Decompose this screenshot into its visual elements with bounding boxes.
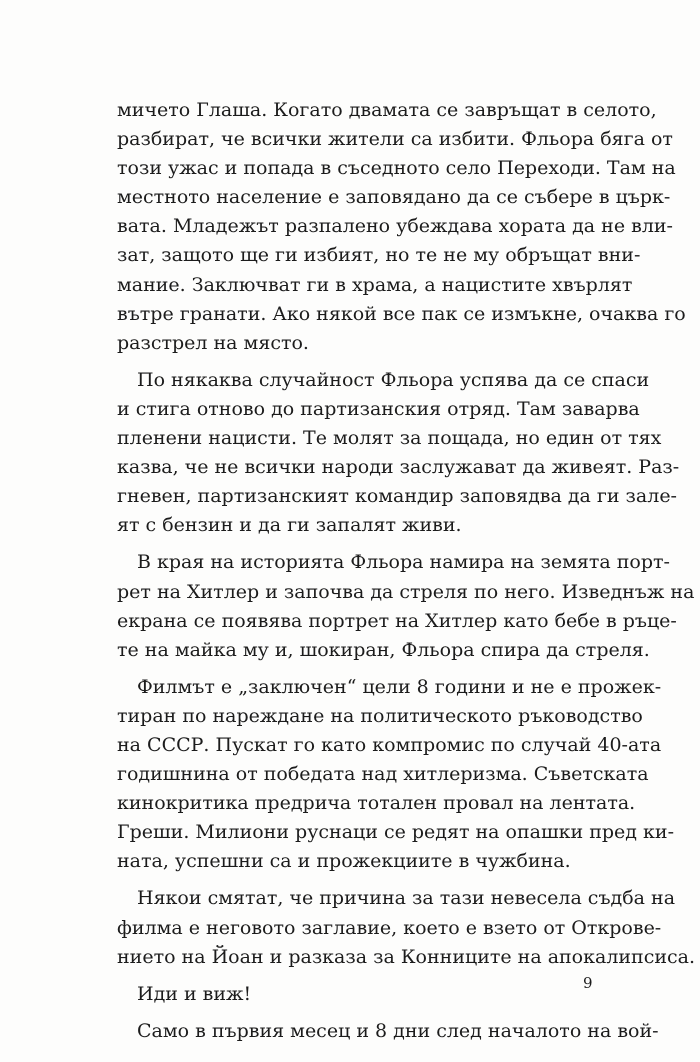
text-line: пленени нацисти. Те молят за пощада, но един от тях: [117, 427, 662, 450]
paragraph: [117, 673, 674, 877]
text-line: казва, че не всички народи заслужават да живеят. Раз-: [117, 456, 680, 479]
text-line: Греши. Милиони руснаци се редят на опашки пред ки-: [117, 821, 674, 844]
text-line: В края на историята Фльора намира на земята порт-: [137, 551, 670, 574]
text-line: Само в първия месец и 8 дни след началото на вой-: [137, 1019, 659, 1042]
paragraph: [117, 980, 595, 1009]
paragraph: [117, 884, 696, 971]
body-text: [117, 96, 696, 1046]
paragraph: [117, 96, 686, 358]
text-line: гневен, партизанският командир заповядва да ги зале-: [117, 485, 677, 508]
text-line: разбират, че всички жители са избити. Фльора бяга от: [117, 128, 673, 151]
text-line: мичето Глаша. Когато двамата се завръщат в селото,: [117, 99, 657, 121]
text-line: ят с бензин и да ги запалят живи.: [117, 514, 462, 537]
text-line: нието на Йоан и разказа за Конниците на апокалипсиса.: [117, 945, 696, 968]
text-line: Иди и виж!: [137, 982, 252, 1005]
text-line: и стига отново до партизанския отряд. Там заварва: [117, 397, 640, 420]
text-line: те на майка му и, шокиран, Фльора спира да стреля.: [117, 638, 650, 661]
text-line: вътре гранати. Ако някой все пак се измъкне, очаква го: [117, 302, 686, 325]
text-line: годишнина от победата над хитлеризма. Съветската: [117, 763, 649, 786]
text-line: този ужас и попада в съседното село Переходи. Там на: [117, 157, 676, 180]
text-line: зат, защото ще ги избият, но те не му обръщат вни-: [117, 244, 641, 267]
text-line: екрана се появява портрет на Хитлер като бебе в ръце-: [117, 609, 677, 632]
paragraph: [117, 1017, 659, 1046]
text-line: разстрел на място.: [117, 331, 309, 354]
paragraph: [117, 366, 680, 541]
text-line: ната, успешни са и прожекциите в чужбина.: [117, 850, 571, 873]
text-line: рет на Хитлер и започва да стреля по него. Изведнъж на: [117, 580, 695, 603]
text-line: мание. Заключват ги в храма, а нацистите хвърлят: [117, 273, 633, 296]
text-line: тиран по нареждане на политическото ръководство: [117, 704, 643, 727]
text-line: По някаква случайност Фльора успява да се спаси: [137, 368, 650, 391]
text-line: вата. Младежът разпалено убеждава хората да не вли-: [117, 215, 673, 238]
paragraph: [117, 548, 695, 664]
text-line: филма е неговото заглавие, което е взето от Открове-: [117, 916, 662, 939]
text-line: Филмът е „заключен“ цели 8 години и не е прожек-: [137, 675, 662, 698]
text-line: кинокритика предрича тотален провал на лентата.: [117, 792, 636, 815]
text-line: Някои смятат, че причина за тази невесела съдба на: [137, 887, 676, 910]
text-line: местното население е заповядано да се събере в църк-: [117, 186, 671, 209]
page-number: 9: [583, 974, 593, 992]
text-line: на СССР. Пускат го като компромис по случай 40-ата: [117, 733, 662, 756]
